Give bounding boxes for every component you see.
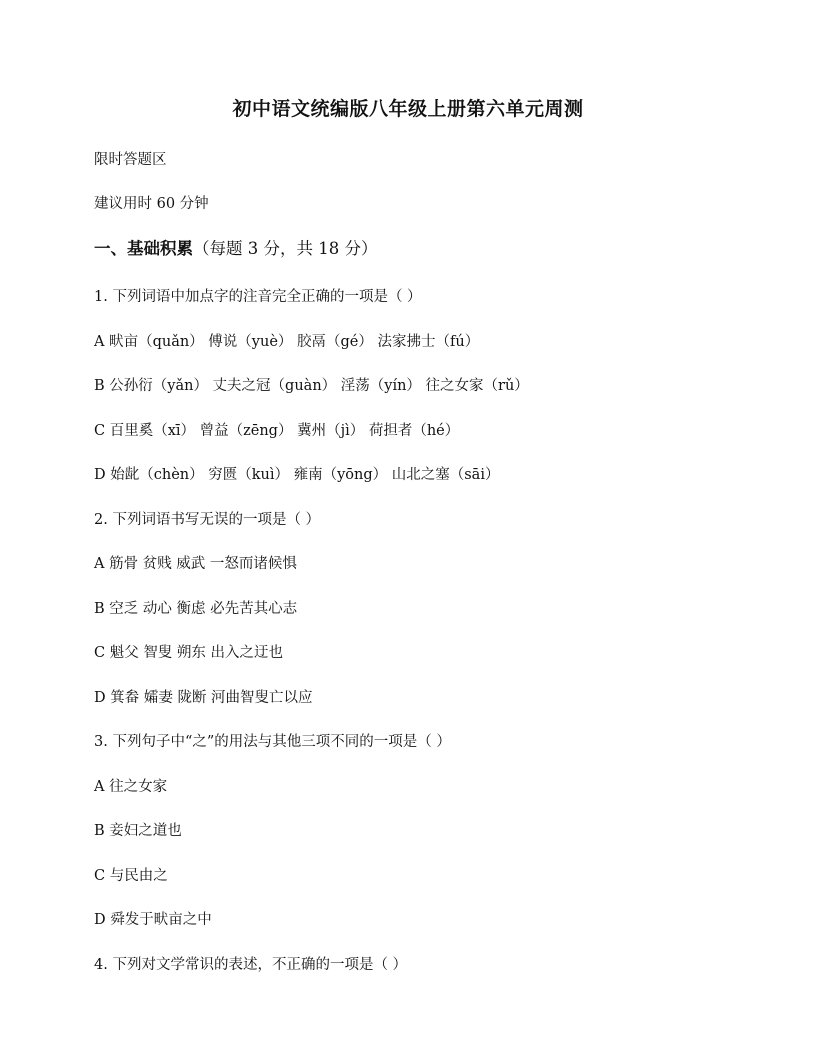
area-label: 限时答题区: [94, 152, 167, 168]
question-2-option-b: B 空乏 动心 衡虑 必先苦其心志: [94, 601, 298, 617]
section-heading: [94, 239, 377, 259]
section-title: 一、基础积累: [94, 239, 193, 258]
question-3-option-d: D 舜发于畎亩之中: [94, 912, 212, 928]
question-2-option-c: C 魁父 智叟 朔东 出入之迂也: [94, 645, 284, 661]
question-3-stem: 3. 下列句子中“之”的用法与其他三项不同的一项是（ ）: [94, 734, 451, 750]
question-1-option-d: D 始龀（chèn） 穷匮（kuì） 雍南（yōng） 山北之塞（sāi）: [94, 467, 500, 483]
time-hint: 建议用时 60 分钟: [94, 196, 209, 212]
question-1-option-c: C 百里奚（xī） 曾益（zēng） 冀州（jì） 荷担者（hé）: [94, 423, 460, 439]
question-1-option-b: B 公孙衍（yǎn） 丈夫之冠（guàn） 淫荡（yín） 往之女家（rǔ）: [94, 378, 529, 394]
question-3-option-b: B 妾妇之道也: [94, 823, 182, 839]
question-1-stem: 1. 下列词语中加点字的注音完全正确的一项是（ ）: [94, 289, 422, 305]
question-3-option-a: A 往之女家: [94, 779, 168, 795]
question-2-option-d: D 箕畚 孀妻 陇断 河曲智叟亡以应: [94, 690, 313, 706]
question-1-option-a: A 畎亩（quǎn） 傅说（yuè） 胶鬲（gé） 法家拂士（fú）: [94, 334, 480, 350]
section-note: （每题 3 分，共 18 分）: [193, 239, 378, 258]
question-2-option-a: A 筋骨 贫贱 威武 一怒而诸候惧: [94, 556, 297, 572]
question-2-stem: 2. 下列词语书写无误的一项是（ ）: [94, 512, 321, 528]
question-3-option-c: C 与民由之: [94, 868, 168, 884]
page-title: 初中语文统编版八年级上册第六单元周测: [232, 98, 584, 120]
question-4-stem: 4. 下列对文学常识的表述，不正确的一项是（ ）: [94, 957, 408, 973]
